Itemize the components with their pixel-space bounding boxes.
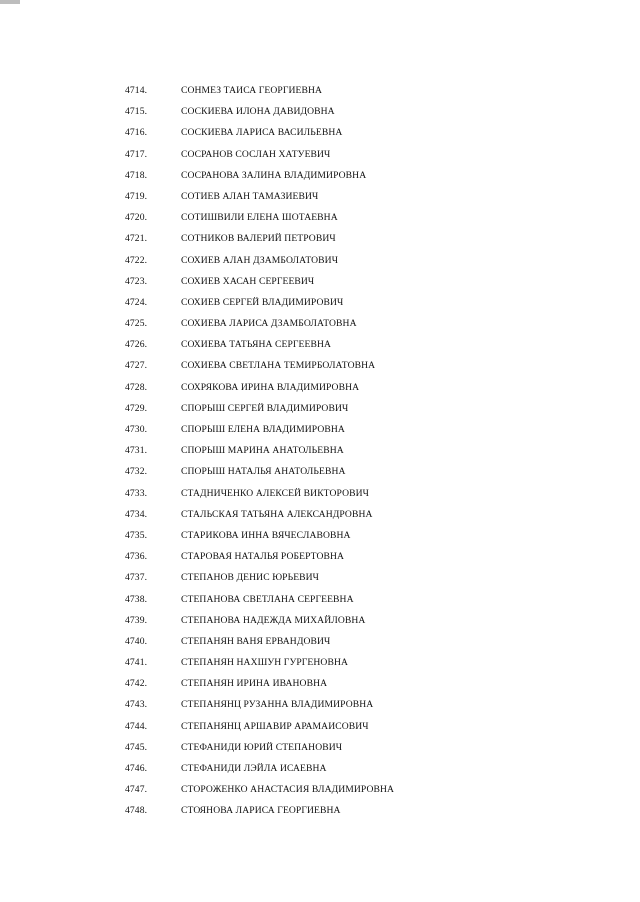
entry-name: СТАРОВАЯ НАТАЛЬЯ РОБЕРТОВНА (181, 551, 345, 563)
list-item (0, 399, 640, 420)
entry-name: СТАРИКОВА ИННА ВЯЧЕСЛАВОВНА (181, 529, 351, 541)
list-item (0, 335, 640, 356)
entry-number: 4724. (125, 296, 148, 308)
name-list (0, 81, 640, 823)
entry-number: 4720. (125, 212, 148, 224)
list-item (0, 611, 640, 632)
entry-name: СТЕФАНИДИ ЮРИЙ СТЕПАНОВИЧ (181, 741, 343, 753)
list-item (0, 145, 640, 166)
list-item (0, 674, 640, 695)
list-item (0, 484, 640, 505)
list-item (0, 505, 640, 526)
entry-name: СПОРЫШ МАРИНА АНАТОЛЬЕВНА (181, 445, 344, 457)
list-item (0, 378, 640, 399)
list-item (0, 801, 640, 822)
entry-name: СТЕПАНЯН НАХШУН ГУРГЕНОВНА (181, 657, 349, 669)
list-item (0, 187, 640, 208)
list-item (0, 547, 640, 568)
entry-name: СОНМЕЗ ТАИСА ГЕОРГИЕВНА (181, 85, 323, 96)
entry-number: 4742. (125, 678, 148, 690)
entry-number: 4725. (125, 318, 148, 330)
list-item (0, 314, 640, 335)
entry-number: 4740. (125, 635, 148, 647)
entry-number: 4726. (125, 339, 148, 351)
list-item (0, 229, 640, 250)
entry-number: 4718. (125, 169, 148, 181)
entry-name: СОСРАНОВА ЗАЛИНА ВЛАДИМИРОВНА (181, 169, 367, 181)
list-item (0, 441, 640, 462)
list-item (0, 81, 640, 102)
entry-number: 4727. (125, 360, 148, 372)
list-item (0, 420, 640, 441)
entry-name: СПОРЫШ ЕЛЕНА ВЛАДИМИРОВНА (181, 424, 345, 435)
entry-name: СТЕПАНОВА СВЕТЛАНА СЕРГЕЕВНА (181, 593, 354, 605)
scan-artifact (0, 0, 20, 4)
list-item (0, 653, 640, 674)
entry-number: 4734. (125, 508, 148, 520)
entry-name: СОТНИКОВ ВАЛЕРИЙ ПЕТРОВИЧ (181, 233, 336, 245)
entry-number: 4738. (125, 593, 148, 605)
list-item (0, 272, 640, 293)
entry-number: 4721. (125, 233, 148, 245)
entry-name: СОСКИЕВА ИЛОНА ДАВИДОВНА (181, 106, 335, 118)
entry-name: СТЕПАНЯНЦ РУЗАННА ВЛАДИМИРОВНА (181, 699, 374, 711)
entry-number: 4739. (125, 614, 148, 626)
entry-number: 4735. (125, 529, 148, 541)
list-item (0, 356, 640, 377)
entry-number: 4737. (125, 572, 148, 584)
list-item (0, 695, 640, 716)
list-item (0, 632, 640, 653)
entry-name: СТАЛЬСКАЯ ТАТЬЯНА АЛЕКСАНДРОВНА (181, 508, 373, 520)
entry-name: СОХИЕВА ЛАРИСА ДЗАМБОЛАТОВНА (181, 318, 357, 330)
entry-number: 4728. (125, 381, 148, 393)
list-item (0, 590, 640, 611)
entry-name: СОХИЕВА ТАТЬЯНА СЕРГЕЕВНА (181, 339, 332, 351)
entry-number: 4730. (125, 424, 148, 435)
entry-number: 4733. (125, 487, 148, 499)
entry-name: СОХИЕВ АЛАН ДЗАМБОЛАТОВИЧ (181, 254, 339, 266)
entry-number: 4736. (125, 551, 148, 563)
entry-name: СТЕПАНОВ ДЕНИС ЮРЬЕВИЧ (181, 572, 320, 584)
entry-name: СТОЯНОВА ЛАРИСА ГЕОРГИЕВНА (181, 805, 341, 817)
list-item (0, 526, 640, 547)
entry-name: СТЕПАНЯН ВАНЯ ЕРВАНДОВИЧ (181, 635, 331, 647)
entry-name: СОТИШВИЛИ ЕЛЕНА ШОТАЕВНА (181, 212, 338, 224)
entry-name: СОХИЕВ СЕРГЕЙ ВЛАДИМИРОВИЧ (181, 296, 344, 308)
list-item (0, 717, 640, 738)
entry-number: 4732. (125, 466, 148, 478)
entry-number: 4729. (125, 402, 148, 414)
entry-number: 4717. (125, 148, 148, 160)
entry-name: СОХИЕВ ХАСАН СЕРГЕЕВИЧ (181, 275, 315, 287)
entry-name: СТЕПАНЯН ИРИНА ИВАНОВНА (181, 678, 328, 690)
entry-number: 4741. (125, 657, 148, 669)
entry-name: СПОРЫШ НАТАЛЬЯ АНАТОЛЬЕВНА (181, 466, 346, 478)
entry-name: СОТИЕВ АЛАН ТАМАЗИЕВИЧ (181, 190, 319, 202)
list-item (0, 738, 640, 759)
entry-name: СОХРЯКОВА ИРИНА ВЛАДИМИРОВНА (181, 381, 360, 393)
entry-name: СТОРОЖЕНКО АНАСТАСИЯ ВЛАДИМИРОВНА (181, 784, 395, 796)
entry-number: 4748. (125, 805, 148, 817)
entry-name: СПОРЫШ СЕРГЕЙ ВЛАДИМИРОВИЧ (181, 402, 349, 414)
entry-number: 4714. (125, 85, 148, 96)
entry-number: 4723. (125, 275, 148, 287)
entry-number: 4715. (125, 106, 148, 118)
entry-name: СОХИЕВА СВЕТЛАНА ТЕМИРБОЛАТОВНА (181, 360, 376, 372)
entry-number: 4731. (125, 445, 148, 457)
entry-name: СТЕФАНИДИ ЛЭЙЛА ИСАЕВНА (181, 763, 327, 774)
entry-name: СОСРАНОВ СОСЛАН ХАТУЕВИЧ (181, 148, 331, 160)
list-item (0, 462, 640, 483)
entry-name: СТЕПАНОВА НАДЕЖДА МИХАЙЛОВНА (181, 614, 366, 626)
list-item (0, 166, 640, 187)
entry-number: 4747. (125, 784, 148, 796)
list-item (0, 568, 640, 589)
entry-name: СТАДНИЧЕНКО АЛЕКСЕЙ ВИКТОРОВИЧ (181, 487, 369, 499)
list-item (0, 780, 640, 801)
entry-number: 4745. (125, 741, 148, 753)
list-item (0, 123, 640, 144)
entry-name: СТЕПАНЯНЦ АРШАВИР АРАМАИСОВИЧ (181, 720, 369, 732)
list-item (0, 102, 640, 123)
entry-number: 4746. (125, 763, 148, 774)
list-item (0, 208, 640, 229)
list-item (0, 251, 640, 272)
entry-number: 4722. (125, 254, 148, 266)
list-item (0, 759, 640, 780)
entry-number: 4716. (125, 127, 148, 139)
list-item (0, 293, 640, 314)
entry-number: 4719. (125, 190, 148, 202)
entry-number: 4744. (125, 720, 148, 732)
entry-number: 4743. (125, 699, 148, 711)
entry-name: СОСКИЕВА ЛАРИСА ВАСИЛЬЕВНА (181, 127, 343, 139)
